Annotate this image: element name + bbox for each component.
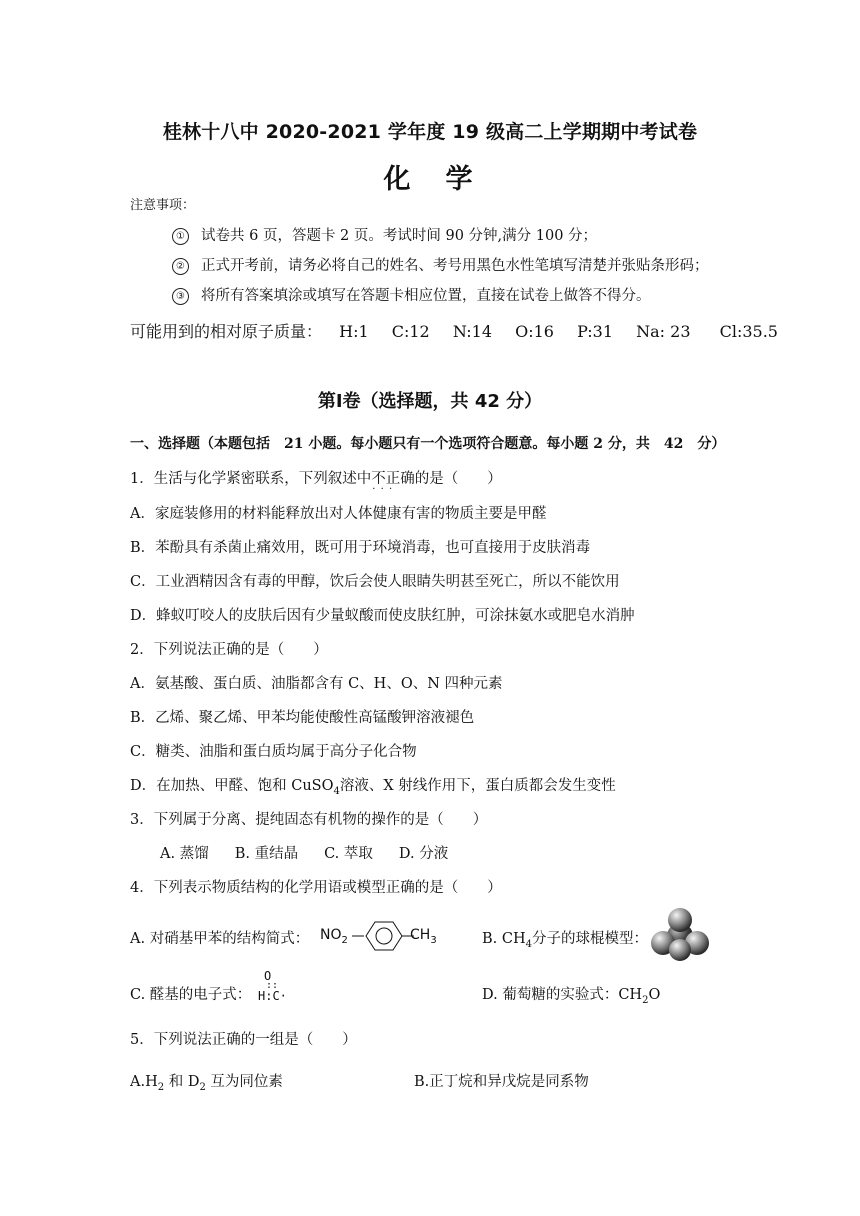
subscript: 2 [642, 994, 649, 1006]
atomic-mass: P:31 [577, 322, 614, 341]
question-1-option-c: C．工业酒精因含有毒的甲醇，饮后会使人眼睛失明甚至死亡，所以不能饮用 [130, 574, 620, 590]
stem-text: 的是（ ） [414, 471, 502, 487]
methyl-text: CH [410, 927, 431, 943]
exam-title: 桂林十八中 2020-2021 学年度 19 级高二上学期期中考试卷 [162, 121, 698, 143]
notice-item-3 [172, 284, 651, 305]
question-2-option-b: B．乙烯、聚乙烯、甲苯均能使酸性高锰酸钾溶液褪色 [130, 710, 475, 726]
option-text: A.H [130, 1074, 158, 1090]
option-text: 互为同位素 [205, 1074, 283, 1090]
option-text: 溶液、X 射线作用下，蛋白质都会发生变性 [339, 778, 616, 794]
atomic-mass: N:14 [452, 322, 493, 341]
ball-stick-model-icon [648, 906, 712, 962]
question-3-option-d: D. 分液 [398, 846, 449, 862]
section-title: 第Ⅰ卷（选择题，共 42 分） [317, 391, 543, 412]
option-text: D. 葡萄糖的实验式：CH [482, 987, 643, 1003]
question-1-stem [130, 467, 502, 488]
question-3-options [160, 842, 474, 863]
electron-pair-dots: :: [266, 980, 279, 991]
question-1-option-a: A．家庭装修用的材料能释放出对人体健康有害的物质主要是甲醛 [130, 506, 547, 522]
stem-emphasis: 不正确 · · · [371, 471, 415, 487]
question-1-option-d: D．蜂蚁叮咬人的皮肤后因有少量蚁酸而使皮肤红肿，可涂抹氨水或肥皂水消肿 [130, 608, 635, 624]
question-3-option-c: C. 萃取 [324, 846, 373, 862]
notice-text: 试卷共 6 页，答题卡 2 页。考试时间 90 分钟,满分 100 分； [201, 228, 598, 244]
question-5-option-b: B.正丁烷和异戊烷是同系物 [414, 1074, 589, 1090]
subscript: 2 [199, 1081, 206, 1093]
subscript: 4 [333, 785, 340, 797]
subscript: 4 [525, 938, 532, 950]
question-3-option-a: A. 蒸馏 [160, 846, 209, 862]
notice-number: ③ [172, 288, 189, 305]
part-heading: 一、选择题（本题包括 21 小题。每小题只有一个选项符合题意。每小题 2 分，共 42 分） [130, 436, 726, 452]
notice-text: 正式开考前，请务必将自己的姓名、考号用黑色水性笔填写清楚并张贴条形码； [201, 258, 709, 274]
methyl-group-label [410, 927, 437, 946]
subject-title: 化 学 [383, 164, 477, 195]
question-4-option-c-label: C. 醛基的电子式： [130, 987, 252, 1003]
notice-number: ② [172, 258, 189, 275]
subscript: 2 [157, 1081, 165, 1093]
atomic-mass: Cl:35.5 [719, 322, 778, 341]
notice-text: 将所有答案填涂或填写在答题卡相应位置，直接在试卷上做答不得分。 [201, 288, 651, 304]
question-2-stem: 2．下列说法正确的是（ ） [130, 642, 328, 658]
atomic-mass: H:1 [339, 322, 369, 341]
atomic-mass: Na: 23 [636, 322, 691, 341]
option-text: 分子的球棍模型： [532, 931, 648, 947]
atomic-masses [130, 319, 778, 342]
question-4-option-d [482, 983, 660, 1006]
subscript: 2 [341, 934, 348, 946]
question-4-option-b-label [482, 927, 648, 950]
notice-item-1 [172, 224, 597, 245]
aldehyde-electron-formula [258, 970, 287, 1002]
stem-text: 1．生活与化学紧密联系，下列叙述中 [130, 471, 372, 487]
option-text: D．在加热、甲醛、饱和 CuSO [130, 778, 334, 794]
nitro-group-label [320, 927, 348, 946]
option-text: O [648, 987, 661, 1003]
question-3-stem: 3．下列属于分离、提纯固态有机物的操作的是（ ） [130, 812, 488, 828]
notice-item-2 [172, 254, 709, 275]
notice-heading: 注意事项： [130, 198, 196, 213]
question-2-option-a: A．氨基酸、蛋白质、油脂都含有 C、H、O、N 四种元素 [130, 676, 503, 692]
question-1-option-b: B．苯酚具有杀菌止痛效用，既可用于环境消毒，也可直接用于皮肤消毒 [130, 540, 591, 556]
atomic-masses-label: 可能用到的相对原子质量： [130, 322, 323, 341]
atomic-mass: O:16 [515, 322, 554, 341]
question-5-option-a [130, 1070, 283, 1093]
hydrogen-carbon: H:C· [258, 989, 287, 1003]
notice-number: ① [172, 228, 189, 245]
question-2-option-d [130, 774, 616, 797]
oxygen-atom: O [264, 969, 272, 983]
option-text: B. CH [482, 931, 526, 947]
question-4-option-a-label: A. 对硝基甲苯的结构简式： [130, 931, 310, 947]
atomic-mass: C:12 [391, 322, 430, 341]
question-4-stem: 4．下列表示物质结构的化学用语或模型正确的是（ ） [130, 880, 502, 896]
subscript: 3 [430, 934, 437, 946]
question-2-option-c: C．糖类、油脂和蛋白质均属于高分子化合物 [130, 744, 417, 760]
option-text: 和 D [164, 1074, 200, 1090]
question-3-option-b: B. 重结晶 [234, 846, 299, 862]
question-5-stem: 5．下列说法正确的一组是（ ） [130, 1032, 357, 1048]
nitro-text: NO [320, 927, 342, 943]
